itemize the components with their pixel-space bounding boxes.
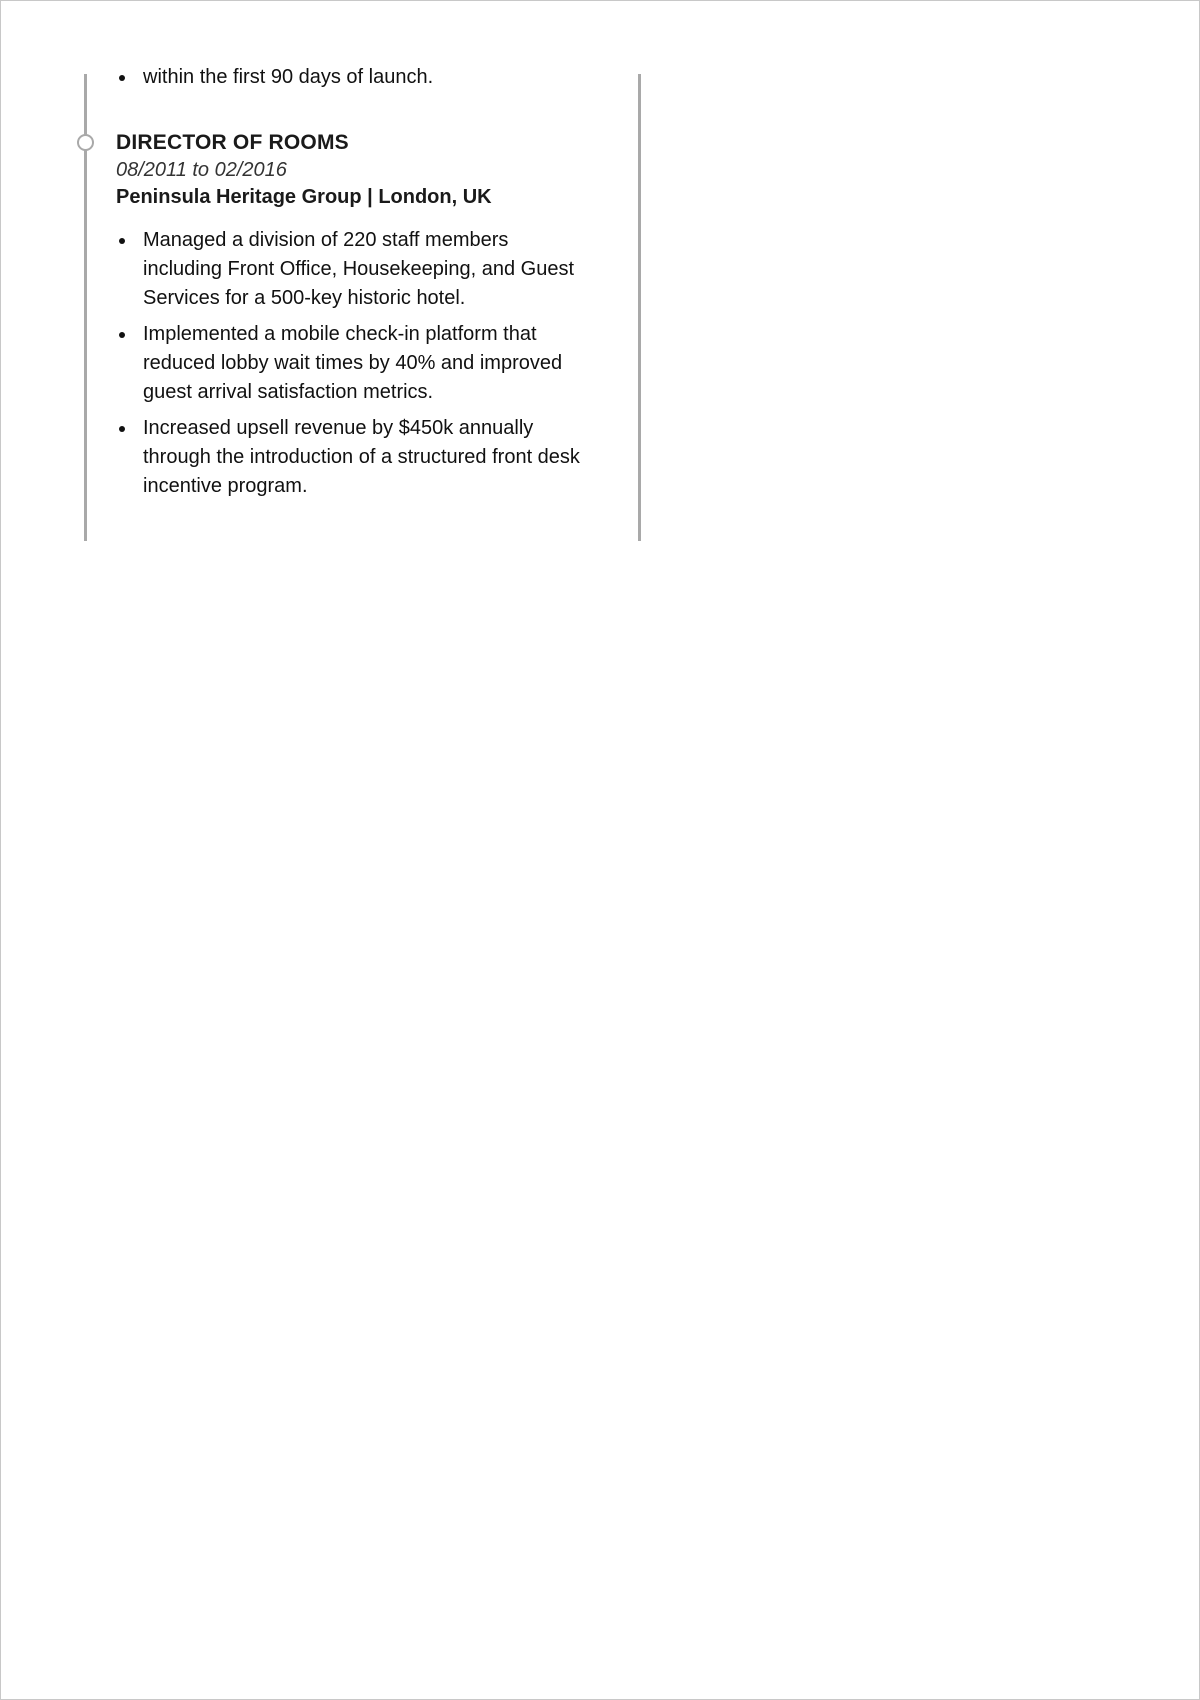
bullet-icon (119, 75, 125, 81)
column-divider (638, 74, 641, 541)
carry-over-bullet-list (116, 63, 586, 92)
bullet-item (116, 414, 586, 501)
bullet-icon (119, 332, 125, 338)
bullet-text: within the first 90 days of launch. (143, 66, 434, 88)
bullet-text: Increased upsell revenue by $450k annually through the introduction of a structured front desk incentive program. (143, 417, 580, 497)
job-entry (116, 129, 586, 508)
job-bullet-list (116, 226, 586, 501)
bullet-text: Implemented a mobile check-in platform that reduced lobby wait times by 40% and improved guest arrival satisfaction metrics. (143, 323, 563, 403)
job-dates: 08/2011 to 02/2016 (116, 159, 287, 181)
bullet-item (116, 63, 586, 92)
bullet-item (116, 320, 586, 407)
job-company: Peninsula Heritage Group | London, UK (116, 186, 492, 208)
bullet-icon (119, 426, 125, 432)
bullet-item (116, 226, 586, 313)
bullet-icon (119, 238, 125, 244)
job-title: DIRECTOR OF ROOMS (116, 131, 349, 154)
bullet-text: Managed a division of 220 staff members including Front Office, Housekeeping, and Guest Services for a 500-key historic hotel. (143, 229, 574, 309)
timeline-node-icon (77, 134, 94, 151)
